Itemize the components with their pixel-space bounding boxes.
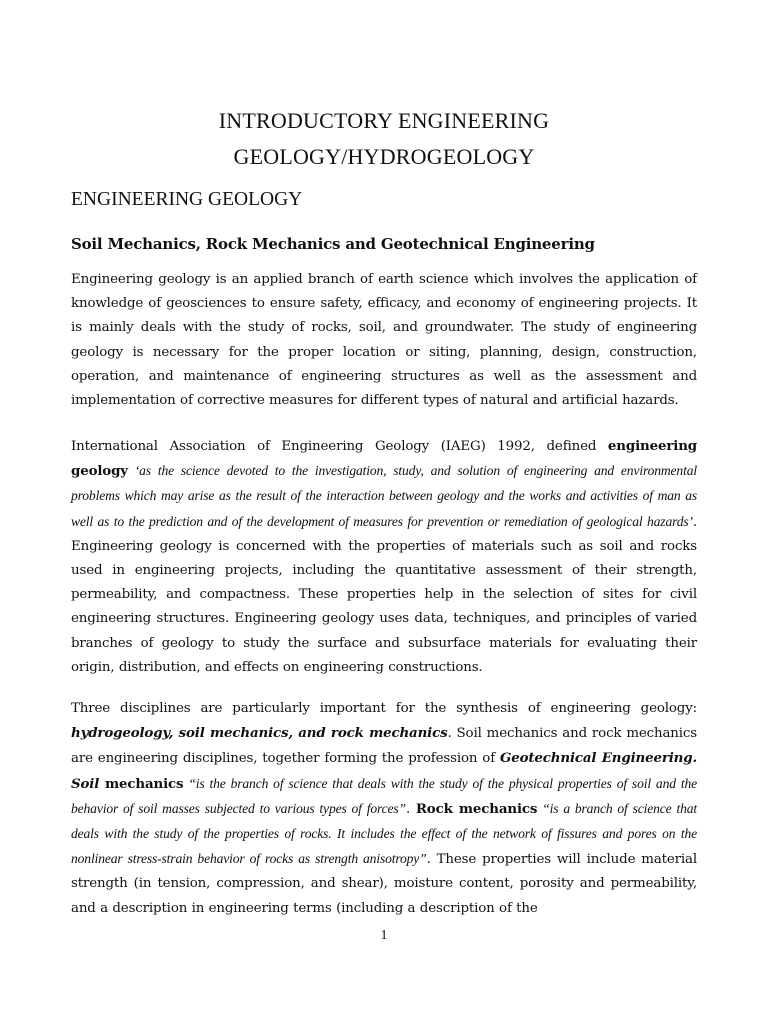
disciplines-list: hydrogeology, soil mechanics, and rock mechanics [71,725,448,742]
section-heading: ENGINEERING GEOLOGY [71,189,303,210]
rock-mechanics-definition: “is a branch of science that deals with the study of the properties of rocks. It includes the effect of the network of fissures and pores on the nonlinear stress-strain behavior of rocks as strength anisotropy” [71,800,698,867]
paragraph-3-body: . These properties will include material strength (in tension, compression, and shear), moisture content, porosity and permeability, and a description in engineering terms (including a description of the [71,852,698,916]
paragraph-1: Engineering geology is an applied branch of earth science which involves the application of knowledge of geosciences to ensure safety, efficacy, and economy of engineering projects. It is mainly deals with the study of rocks, soil, and groundwater. The study of engineering geology is necessary for the proper location or siting, planning, design, construction, operation, and maintenance of engineering structures as well as the assessment and implementation of corrective measures for different types of natural and artificial hazards. [71,272,697,409]
paragraph-3 [71,697,697,921]
paragraph-2-body: . Engineering geology is concerned with the properties of materials such as soil and rocks used in engineering projects, including the quantitative assessment of their strength, permeability, and compactness. These properties help in the selection of sites for civil engineering structures. Engineering geology uses data, techniques, and principles of varied branches of geology to study the surface and subsurface materials for evaluating their origin, distribution, and effects on engineering constructions. [71,514,697,675]
term-geotechnical-engineering: Geotechnical Engineering. Soil [71,750,697,792]
page-number: 1 [380,928,388,943]
paragraph-3-intro: Three disciplines are particularly important for the synthesis of engineering geology: [71,701,697,716]
subsection-heading: Soil Mechanics, Rock Mechanics and Geotechnical Engineering [71,235,595,253]
term-soil-mechanics: mechanics [105,775,184,792]
soil-mechanics-definition: “is the branch of science that deals with the study of the physical properties of soil and the behavior of soil masses subjected to various types of forces” [71,775,697,816]
term-engineering-geology: engineering geology [71,438,697,480]
separator: . [405,801,416,817]
iaeg-definition-quote: ‘as the science devoted to the investigation, study, and solution of engineering and environmental problems which may arise as the result of the interaction between geology and the works and activities of man as well as to the prediction and of the development of measures for prevention or remediation of geological hazards’ [71,463,697,529]
document-title-line-2: GEOLOGY/HYDROGEOLOGY [233,144,535,169]
term-rock-mechanics: Rock mechanics [415,800,538,817]
document-title-line-1: INTRODUCTORY ENGINEERING [218,108,550,133]
paragraph-3-mid: . Soil mechanics and rock mechanics are engineering disciplines, together forming the profession of [71,726,697,767]
paragraph-2 [71,434,697,680]
paragraph-2-intro: International Association of Engineering Geology (IAEG) 1992, defined [71,439,608,454]
